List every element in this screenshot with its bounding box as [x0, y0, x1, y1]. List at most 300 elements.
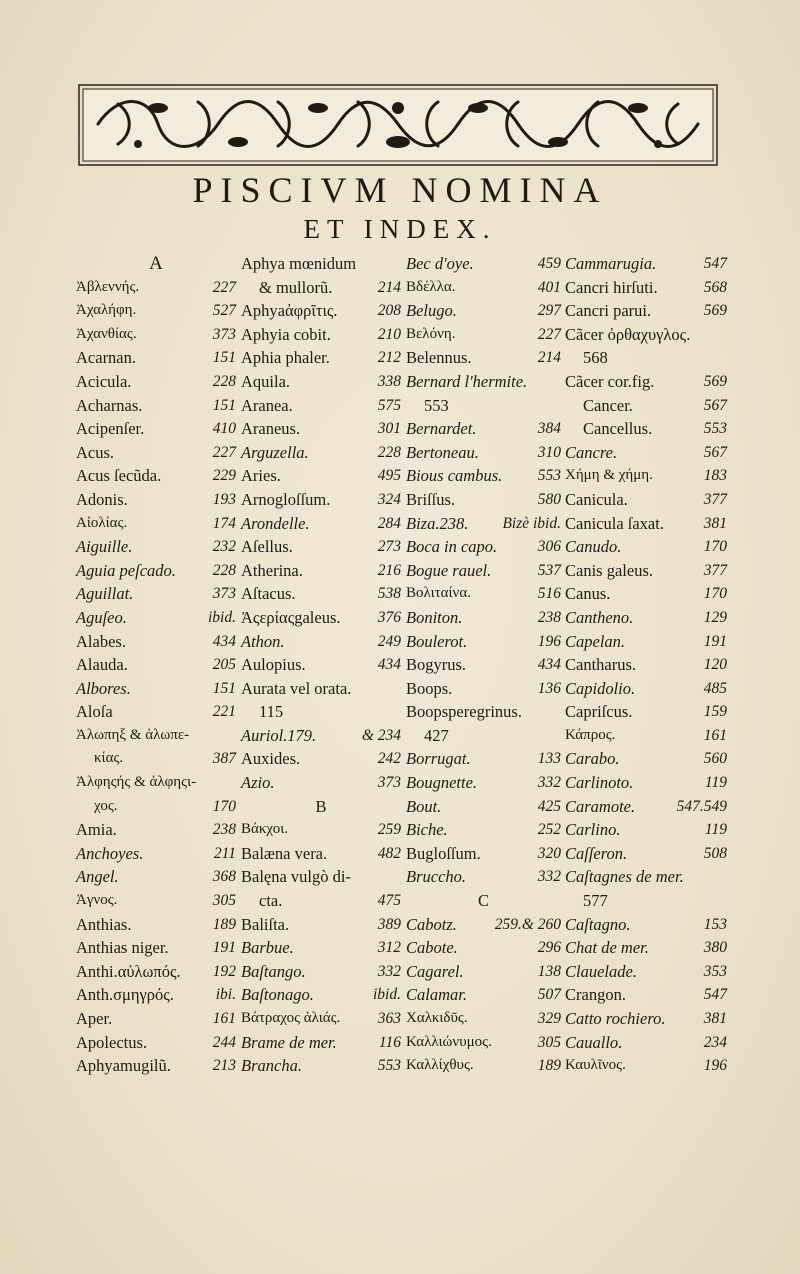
entry-name: Bruccho. — [406, 867, 467, 887]
entry-name: Cancre. — [565, 442, 618, 462]
entry-name: Biza.238. — [406, 513, 469, 533]
entry-name: Adonis. — [76, 489, 128, 509]
entry-name: Ἀλφηςής & ἀλφηςι- — [76, 774, 197, 791]
index-entry — [565, 700, 727, 724]
entry-name: Baſtonago. — [241, 985, 314, 1005]
index-entry — [76, 771, 236, 795]
entry-page-number: 151 — [212, 349, 236, 367]
index-entry — [76, 913, 236, 937]
index-entry — [241, 653, 401, 677]
entry-name: κίας. — [94, 750, 124, 767]
entry-name: Ἀχανθίας. — [76, 325, 137, 342]
entry-page-number: 373 — [377, 774, 401, 792]
entry-page-number: 482 — [377, 844, 401, 862]
entry-page-number: 567 — [703, 396, 727, 414]
entry-page-number: 329 — [537, 1010, 561, 1027]
entry-page-number: 338 — [377, 372, 401, 390]
index-entry — [241, 865, 401, 889]
entry-name: Amia. — [76, 820, 117, 840]
index-entry — [76, 370, 236, 394]
entry-page-number: 547.549 — [676, 797, 727, 815]
entry-name: Βελόνη. — [406, 325, 456, 342]
entry-name: Aiguille. — [76, 537, 133, 557]
entry-name: Carabo. — [565, 749, 620, 769]
entry-page-number: 129 — [703, 608, 727, 626]
entry-page-number: 507 — [537, 986, 561, 1004]
index-entry — [565, 488, 727, 512]
index-entry — [406, 724, 561, 748]
entry-page-number: 434 — [377, 656, 401, 674]
entry-name: Cancri hirſuti. — [565, 277, 658, 297]
entry-page-number: 377 — [703, 490, 727, 508]
entry-name: Bec d'oye. — [406, 254, 474, 273]
entry-page-number: & 234 — [361, 726, 401, 744]
entry-page-number: 377 — [703, 561, 727, 579]
entry-page-number: 151 — [212, 679, 236, 697]
entry-page-number: 527 — [212, 302, 236, 320]
entry-name: Alauda. — [76, 655, 128, 675]
entry-page-number: 569 — [703, 372, 727, 390]
entry-name: Cantharus. — [565, 655, 637, 675]
entry-name: Anth.σμηγρός. — [76, 985, 174, 1005]
entry-page-number: 249 — [377, 632, 401, 650]
entry-name: Caramote. — [565, 796, 636, 816]
index-entry — [406, 417, 561, 441]
entry-page-number: 384 — [537, 420, 561, 438]
index-entry — [565, 512, 727, 536]
index-letter-heading — [406, 889, 561, 913]
entry-name: Athon. — [241, 631, 285, 651]
entry-page-number: 332 — [537, 774, 561, 792]
index-entry — [241, 370, 401, 394]
entry-name: Acus. — [76, 442, 115, 462]
entry-name: Aper. — [76, 1009, 113, 1028]
entry-page-number: 475 — [377, 892, 401, 910]
entry-name: Aries. — [241, 466, 281, 486]
entry-name: Calamar. — [406, 985, 467, 1005]
index-entry — [241, 559, 401, 583]
entry-page-number: 211 — [213, 844, 236, 862]
entry-name: Aquila. — [241, 371, 291, 391]
entry-page-number: 560 — [703, 750, 727, 768]
index-entry — [76, 464, 236, 488]
index-entry — [565, 936, 727, 960]
entry-page-number: 228 — [377, 443, 401, 461]
entry-page-number: 227 — [537, 325, 561, 343]
entry-name: C — [477, 891, 489, 911]
entry-name: Chat de mer. — [565, 938, 649, 958]
entry-name: Bougnette. — [406, 773, 478, 793]
entry-name: Canus. — [565, 584, 611, 604]
index-entry — [76, 488, 236, 512]
entry-page-number: 296 — [537, 939, 561, 957]
entry-name: Cauallo. — [565, 1032, 623, 1052]
entry-page-number: 434 — [537, 656, 561, 674]
entry-name: Acharnas. — [76, 395, 143, 415]
entry-name: Aphia phaler. — [241, 348, 330, 368]
entry-name: Acus ſecũda. — [76, 466, 162, 486]
index-entry — [76, 960, 236, 984]
entry-name: Angel. — [76, 867, 119, 887]
entry-page-number: 229 — [212, 467, 236, 485]
entry-page-number: 538 — [377, 585, 401, 603]
entry-page-number: 153 — [703, 915, 727, 933]
index-entry — [406, 488, 561, 512]
index-entry — [565, 582, 727, 606]
index-entry — [406, 630, 561, 654]
entry-page-number: 212 — [377, 349, 401, 367]
index-entry — [406, 299, 561, 323]
index-entry — [565, 346, 727, 370]
entry-name: Cancellus. — [583, 419, 653, 439]
entry-name: Araneus. — [241, 419, 301, 439]
entry-name: Χαλκιδῦς. — [406, 1010, 468, 1026]
index-entry — [565, 394, 727, 418]
index-entry — [241, 394, 401, 418]
entry-name: Boca in capo. — [406, 537, 498, 557]
index-entry — [76, 441, 236, 465]
entry-page-number: 227 — [212, 443, 236, 461]
entry-page-number: 273 — [377, 538, 401, 556]
entry-name: Aurata vel orata. — [241, 678, 352, 698]
index-entry — [406, 582, 561, 606]
index-entry — [76, 630, 236, 654]
entry-page-number: 332 — [537, 868, 561, 886]
index-entry — [406, 1031, 561, 1055]
entry-name: Βάτραχος ἀλιάς. — [241, 1010, 341, 1026]
entry-name: Aguillat. — [76, 584, 134, 604]
entry-page-number: Bizè ibid. — [502, 514, 561, 532]
index-entry — [76, 724, 236, 748]
entry-page-number: 161 — [703, 726, 727, 744]
entry-name: Καλλιώνυμος. — [406, 1033, 492, 1050]
entry-name: Bout. — [406, 796, 442, 816]
index-entry — [565, 747, 727, 771]
entry-name: Καλλίχθυς. — [406, 1057, 474, 1074]
index-entry — [406, 983, 561, 1007]
entry-page-number: 210 — [377, 325, 401, 343]
entry-page-number: 189 — [537, 1057, 561, 1075]
entry-page-number: 376 — [377, 608, 401, 626]
entry-name: Apolectus. — [76, 1032, 148, 1052]
entry-page-number: 425 — [537, 797, 561, 815]
entry-page-number: 151 — [212, 396, 236, 414]
index-entry — [76, 535, 236, 559]
index-entry — [76, 865, 236, 889]
index-entry — [406, 323, 561, 347]
entry-name: Cabotz. — [406, 914, 457, 934]
index-entry — [241, 535, 401, 559]
entry-name: Boulerot. — [406, 631, 468, 651]
entry-name: Ἀλωπηξ & ἀλωπε- — [76, 726, 190, 743]
entry-page-number: 252 — [537, 821, 561, 839]
entry-page-number: 238 — [212, 821, 236, 839]
entry-name: Βολιταίνα. — [406, 585, 471, 602]
index-entry — [406, 559, 561, 583]
entry-page-number: 485 — [703, 679, 727, 697]
entry-name: Βδέλλα. — [406, 278, 456, 295]
entry-page-number: 242 — [377, 750, 401, 768]
entry-name: Alabes. — [76, 631, 126, 651]
index-entry — [241, 747, 401, 771]
index-entry — [565, 960, 727, 984]
entry-name: Cantheno. — [565, 607, 634, 627]
entry-page-number: 234 — [703, 1033, 727, 1051]
entry-name: Cagarel. — [406, 961, 464, 981]
entry-name: Boniton. — [406, 607, 463, 627]
entry-name: Aranea. — [241, 395, 293, 415]
entry-name: A — [149, 253, 163, 274]
entry-page-number: 459 — [537, 255, 561, 272]
entry-page-number: 410 — [212, 420, 236, 438]
index-entry — [241, 1031, 401, 1055]
entry-page-number: 196 — [537, 632, 561, 650]
entry-name: Bogue rauel. — [406, 560, 492, 580]
entry-name: Cãcer ὀρθαχυγλος. — [565, 324, 691, 344]
index-entry — [76, 842, 236, 866]
index-entry — [76, 606, 236, 630]
page-title: PISCIVM NOMINA — [192, 170, 608, 210]
entry-page-number: 547 — [703, 986, 727, 1004]
entry-name: Cabote. — [406, 938, 458, 958]
entry-page-number: 191 — [703, 632, 727, 650]
entry-name: Cammarugia. — [565, 254, 657, 273]
entry-page-number: 238 — [537, 608, 561, 626]
index-entry — [406, 747, 561, 771]
entry-name: Aphyia cobit. — [241, 324, 331, 344]
entry-name: Atherina. — [241, 560, 303, 580]
decorative-headpiece-ornament — [78, 84, 718, 166]
entry-name: 568 — [583, 348, 608, 368]
entry-page-number: 196 — [703, 1057, 727, 1075]
entry-page-number: 119 — [704, 821, 727, 839]
entry-page-number: 133 — [537, 750, 561, 768]
entry-name: Acarnan. — [76, 348, 137, 368]
entry-name: Canicula ſaxat. — [565, 513, 664, 533]
index-entry — [406, 1054, 561, 1078]
index-column-2 — [241, 252, 401, 1212]
index-entry — [565, 653, 727, 677]
index-entry — [565, 818, 727, 842]
entry-name: Balęna vulgò di- — [241, 867, 351, 887]
index-entry — [76, 512, 236, 536]
index-entry — [565, 535, 727, 559]
entry-page-number: 537 — [537, 561, 561, 579]
index-entry — [241, 299, 401, 323]
entry-page-number: 170 — [703, 538, 727, 556]
index-entry — [76, 323, 236, 347]
entry-name: Aphya mœnidum — [241, 254, 357, 273]
entry-page-number: 138 — [537, 962, 561, 980]
index-entry — [406, 464, 561, 488]
entry-page-number: 568 — [703, 278, 727, 296]
entry-name: Bernardet. — [406, 419, 477, 439]
entry-page-number: 228 — [212, 372, 236, 390]
entry-name: Ἀχαλήφη. — [76, 302, 137, 319]
index-entry — [406, 795, 561, 819]
index-entry — [241, 630, 401, 654]
entry-name: Canis galeus. — [565, 560, 653, 580]
entry-page-number: 575 — [377, 396, 401, 414]
entry-name: 115 — [259, 702, 284, 722]
entry-page-number: 227 — [212, 278, 236, 296]
index-entry — [406, 394, 561, 418]
index-entry — [241, 252, 401, 276]
entry-page-number: 174 — [212, 514, 236, 532]
entry-page-number: 284 — [377, 514, 401, 532]
entry-name: Arguzella. — [241, 442, 309, 462]
entry-name: Ἀβλεννής. — [76, 278, 140, 295]
entry-name: Aphyamugilũ. — [76, 1056, 171, 1076]
entry-name: Αἰολίας. — [76, 514, 128, 531]
index-entry — [406, 842, 561, 866]
entry-name: Auriol.179. — [241, 725, 317, 745]
entry-page-number: 387 — [212, 750, 236, 768]
entry-page-number: 381 — [703, 1010, 727, 1027]
index-entry — [565, 1031, 727, 1055]
entry-name: Anthi.αὐλωπός. — [76, 961, 181, 981]
entry-name: Bertoneau. — [406, 442, 479, 462]
index-entry — [76, 559, 236, 583]
entry-name: Anthias. — [76, 914, 132, 934]
page-subtitle: ET INDEX. — [303, 214, 497, 244]
index-entry — [565, 983, 727, 1007]
entry-name: Bious cambus. — [406, 466, 503, 486]
entry-page-number: 332 — [377, 962, 401, 980]
index-entry — [76, 582, 236, 606]
entry-page-number: 120 — [703, 656, 727, 674]
entry-name: Barbue. — [241, 938, 294, 958]
index-entry — [565, 417, 727, 441]
entry-name: Ἀςερίαςgaleus. — [241, 607, 341, 627]
index-entry — [565, 724, 727, 748]
entry-page-number: 161 — [212, 1010, 236, 1027]
entry-page-number: 191 — [212, 939, 236, 957]
entry-name: Aphyaἀφρῖτις. — [241, 301, 338, 321]
entry-name: Anchoyes. — [76, 843, 144, 863]
entry-page-number: 373 — [212, 585, 236, 603]
index-column-3 — [406, 252, 561, 1212]
entry-page-number: 301 — [377, 420, 401, 438]
entry-name: Clauelade. — [565, 961, 637, 981]
index-entry — [76, 1031, 236, 1055]
index-entry — [241, 724, 401, 748]
entry-name: Belennus. — [406, 348, 472, 368]
index-entry — [406, 677, 561, 701]
index-entry — [406, 276, 561, 300]
index-entry — [406, 700, 561, 724]
index-entry — [565, 441, 727, 465]
entry-page-number: 170 — [703, 585, 727, 603]
entry-page-number: 214 — [377, 278, 401, 296]
index-entry — [565, 771, 727, 795]
index-entry — [241, 276, 401, 300]
index-entry — [406, 653, 561, 677]
index-entry — [406, 441, 561, 465]
entry-page-number: 434 — [212, 632, 236, 650]
index-entry — [406, 606, 561, 630]
entry-name: Aguia peſcado. — [76, 560, 176, 580]
entry-name: Arondelle. — [241, 513, 310, 533]
index-entry — [241, 582, 401, 606]
index-entry — [241, 818, 401, 842]
entry-page-number: 580 — [537, 490, 561, 508]
entry-name: Boopsperegrinus. — [406, 702, 522, 722]
index-entry — [76, 394, 236, 418]
index-entry — [241, 936, 401, 960]
index-entry — [76, 983, 236, 1007]
index-entry — [565, 889, 727, 913]
entry-name: Caſſeron. — [565, 843, 628, 863]
index-entry — [241, 960, 401, 984]
index-entry — [241, 1007, 401, 1031]
entry-name: Χήμη & χήμη. — [565, 467, 653, 484]
entry-page-number: 213 — [212, 1057, 236, 1075]
index-entry — [76, 889, 236, 913]
entry-page-number: 401 — [537, 278, 561, 296]
entry-page-number: 232 — [212, 538, 236, 556]
entry-page-number: 553 — [703, 420, 727, 438]
entry-page-number: ibid. — [208, 608, 236, 626]
entry-page-number: 516 — [537, 585, 561, 603]
entry-name: Baliſta. — [241, 914, 290, 934]
entry-name: 427 — [424, 725, 449, 745]
index-entry — [565, 559, 727, 583]
entry-page-number: 216 — [377, 561, 401, 579]
entry-page-number: 259 — [377, 821, 401, 839]
entry-name: Borrugat. — [406, 749, 471, 769]
entry-page-number: 508 — [703, 844, 727, 862]
entry-name: 577 — [583, 891, 608, 911]
entry-page-number: 189 — [212, 915, 236, 933]
index-entry — [406, 1007, 561, 1031]
index-entry — [241, 1054, 401, 1078]
entry-name: Bogyrus. — [406, 655, 467, 675]
entry-name: 553 — [424, 395, 449, 415]
entry-page-number: 221 — [212, 703, 236, 721]
entry-page-number: 389 — [377, 915, 401, 933]
entry-page-number: 553 — [377, 1057, 401, 1075]
entry-page-number: 381 — [703, 514, 727, 532]
index-column-4 — [565, 252, 727, 1212]
index-entry — [406, 818, 561, 842]
entry-page-number: 310 — [537, 443, 561, 461]
entry-page-number: 305 — [212, 892, 236, 910]
entry-page-number: 569 — [703, 302, 727, 320]
index-entry — [76, 1054, 236, 1078]
entry-page-number: ibi. — [215, 986, 236, 1004]
entry-name: B — [315, 796, 327, 816]
entry-name: Cancri parui. — [565, 301, 652, 321]
entry-name: Boops. — [406, 678, 453, 698]
entry-name: Biche. — [406, 820, 448, 840]
entry-page-number: 183 — [703, 467, 727, 485]
entry-name: Bernard l'hermite. — [406, 371, 528, 391]
entry-name: Aſellus. — [241, 537, 293, 557]
entry-page-number: ibid. — [373, 986, 401, 1004]
index-entry — [241, 700, 401, 724]
index-entry — [565, 913, 727, 937]
entry-name: Catto rochiero. — [565, 1009, 666, 1028]
index-entry — [565, 252, 727, 276]
index-entry — [76, 936, 236, 960]
index-column-1 — [76, 252, 236, 1212]
index-entry — [565, 677, 727, 701]
entry-name: Canudo. — [565, 537, 622, 557]
index-entry — [406, 370, 561, 394]
index-entry — [565, 795, 727, 819]
entry-name: Acipenſer. — [76, 419, 145, 439]
